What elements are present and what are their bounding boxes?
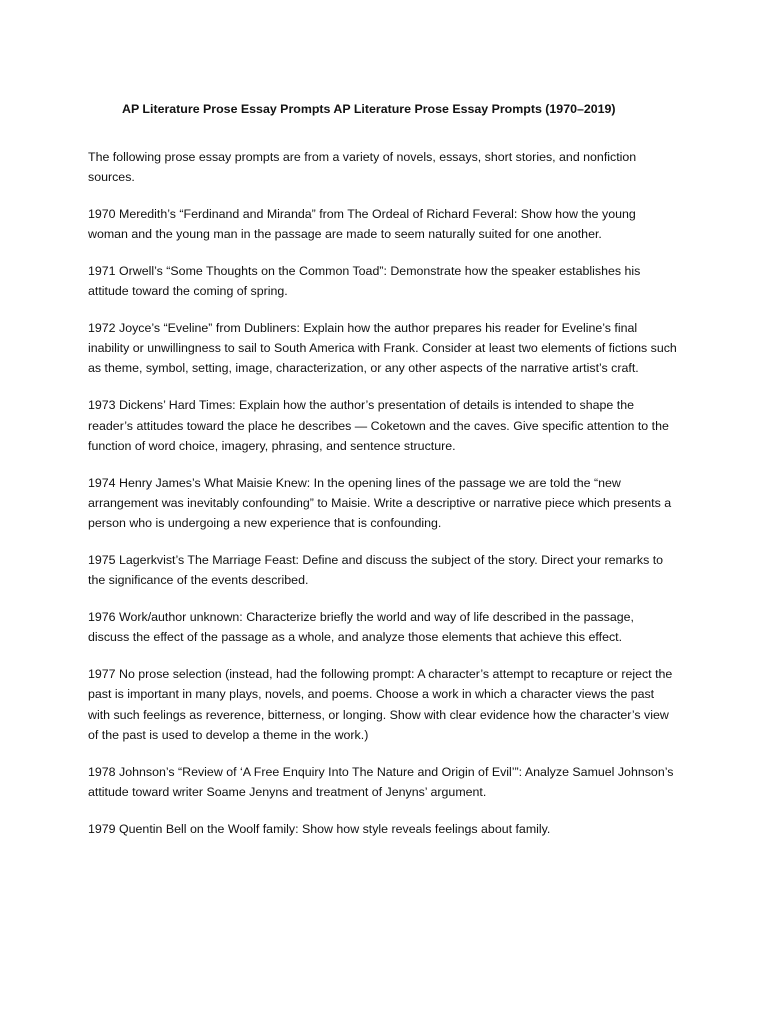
paragraph-prompt-1978: 1978 Johnson’s “Review of ‘A Free Enquiry Into The Nature and Origin of Evil’”: Analyze Samuel Johnson’s attitude toward writer Soame Jenyns and treatment of Jenyns’ argument. — [88, 764, 674, 799]
paragraph-intro: The following prose essay prompts are from a variety of novels, essays, short stories, and nonfiction sources. — [88, 149, 637, 184]
paragraph-prompt-1971: 1971 Orwell’s “Some Thoughts on the Common Toad”: Demonstrate how the speaker establishes his attitude toward the coming of spring. — [88, 263, 641, 299]
paragraph-prompt-1972: 1972 Joyce’s “Eveline” from Dubliners: Explain how the author prepares his reader for Eveline’s final inability or unwillingness to sail to South America with Frank. Consider at least two elements of fictions such as theme, symbol, setting, image, characterization, or any other aspects of the narrative artist’s craft. — [88, 321, 677, 376]
paragraph-prompt-1970: 1970 Meredith’s “Ferdinand and Miranda” from The Ordeal of Richard Feveral: Show how the young woman and the young man in the passage are made to seem naturally suited for one another. — [88, 206, 636, 241]
paragraph-prompt-1973: 1973 Dickens’ Hard Times: Explain how the author’s presentation of details is intended to shape the reader’s attitudes toward the place he describes — Coketown and the caves. Give specific attention to the function of word choice, imagery, phrasing, and sentence structure. — [88, 398, 669, 453]
page-title: AP Literature Prose Essay Prompts AP Literature Prose Essay Prompts (1970–2019) — [122, 102, 616, 116]
paragraph-prompt-1975: 1975 Lagerkvist’s The Marriage Feast: Define and discuss the subject of the story. Direct your remarks to the significance of the events described. — [88, 553, 664, 588]
paragraph-prompt-1979: 1979 Quentin Bell on the Woolf family: Show how style reveals feelings about family. — [88, 821, 551, 836]
paragraph-prompt-1976: 1976 Work/author unknown: Characterize briefly the world and way of life described in the passage, discuss the effect of the passage as a whole, and analyze those elements that achieve this effect. — [88, 610, 634, 645]
paragraph-prompt-1977: 1977 No prose selection (instead, had the following prompt: A character’s attempt to recapture or reject the past is important in many plays, novels, and poems. Choose a work in which a character views the past with such feelings as reverence, bitterness, or longing. Show with clear evidence how the character’s view of the past is used to develop a theme in the work.) — [88, 667, 673, 742]
paragraph-prompt-1974: 1974 Henry James’s What Maisie Knew: In the opening lines of the passage we are told the “new arrangement was inevitably confounding” to Maisie. Write a descriptive or narrative piece which presents a person who is undergoing a new experience that is confounding. — [88, 475, 672, 530]
